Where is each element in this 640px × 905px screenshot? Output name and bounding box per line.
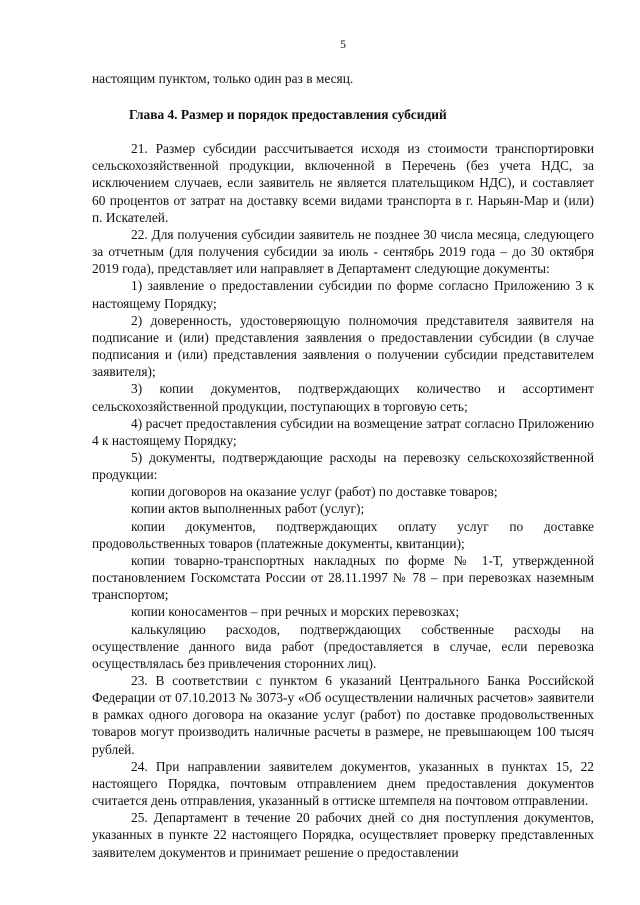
sub-item-acts: копии актов выполненных работ (услуг); — [131, 501, 365, 517]
list-item-5: 5) документы, подтверждающие расходы на перевозку сельскохозяйственной продукции: — [92, 449, 594, 483]
sub-item-bills-of-lading: копии коносаментов – при речных и морских перевозках; — [131, 604, 460, 620]
chapter-title: Глава 4. Размер и порядок предоставления субсидий — [129, 107, 447, 123]
sub-item-waybills: копии товарно-транспортных накладных по форме № 1-Т, утвержденной постановлением Госкомстата России от 28.11.1997 № 78 – при перевозках наземным транспортом; — [92, 552, 594, 603]
list-item-4: 4) расчет предоставления субсидии на возмещение затрат согласно Приложению 4 к настоящему Порядку; — [92, 415, 594, 448]
sub-item-calculation: калькуляцию расходов, подтверждающих собственные расходы на осуществление данного вида работ (предоставляется в случае, если перевозка осуществлялась без привлечения сторонних лиц). — [92, 621, 594, 671]
sub-item-payment-docs: копии документов, подтверждающих оплату услуг по доставке продовольственных товаров (платежные документы, квитанции); — [92, 518, 594, 551]
sub-item-contracts: копии договоров на оказание услуг (работ) по доставке товаров; — [131, 484, 498, 500]
paragraph-25: 25. Департамент в течение 20 рабочих дней со дня поступления документов, указанных в пункте 22 настоящего Порядка, осуществляет проверку представленных заявителем документов и принимает решение о предоставлении — [92, 810, 594, 860]
paragraph-23: 23. В соответствии с пунктом 6 указаний Центрального Банка Российской Федерации от 07.10.2013 № 3073-у «Об осуществлении наличных расчетов» заявители в рамках одного договора на оказание услуг (работ) по доставке продовольственных товаров могут производить наличные расчеты в размере, не превышающем 100 тысяч рублей. — [92, 673, 594, 757]
paragraph-22: 22. Для получения субсидии заявитель не позднее 30 числа месяца, следующего за отчетным (для получения субсидии за июль - сентябрь 2019 года – до 30 октября 2019 года), представляет или направляет в Департамент следующие документы: — [92, 226, 594, 277]
paragraph-21: 21. Размер субсидии рассчитывается исходя из стоимости транспортировки сельскохозяйственной продукции, включенной в Перечень (без учета НДС, за исключением случаев, если заявитель не является плательщиком НДС), и составляет 60 процентов от затрат на доставку всеми видами транспорта в г. Нарьян-Мар и (или) п. Искателей. — [92, 141, 594, 225]
page-number: 5 — [340, 37, 346, 51]
intro-line: настоящим пунктом, только один раз в месяц. — [92, 71, 354, 86]
list-item-2: 2) доверенность, удостоверяющую полномочия представителя заявителя на подписание и (или) представления заявления о предоставлении субсидии (в случае подписания и (или) представления заявления о получении субсидии представителем заявителя); — [92, 312, 594, 380]
list-item-3: 3) копии документов, подтверждающих количество и ассортимент сельскохозяйственной продукции, поступающих в торговую сеть; — [92, 381, 594, 414]
paragraph-24: 24. При направлении заявителем документов, указанных в пунктах 15, 22 настоящего Порядка, почтовым отправлением днем предоставления документов считается день отправления, указанный в оттиске штемпеля на почтовом отправлении. — [92, 758, 594, 809]
list-item-1: 1) заявление о предоставлении субсидии по форме согласно Приложению 3 к настоящему Порядку; — [92, 278, 594, 311]
